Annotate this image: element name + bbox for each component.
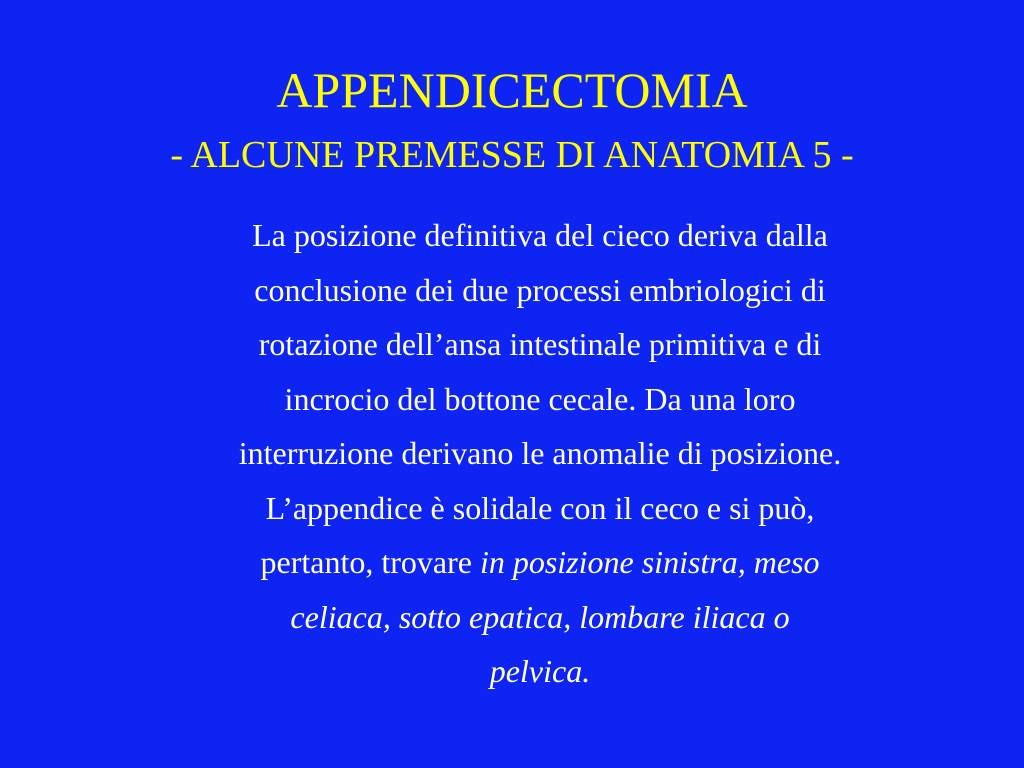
slide-title: APPENDICECTOMIA	[276, 62, 748, 118]
body-line: La posizione definitiva del cieco deriva dalla	[252, 217, 828, 253]
body-line: interruzione derivano le anomalie di posizione.	[238, 435, 842, 471]
body-line: L’appendice è solidale con il ceco e si può,	[265, 489, 815, 526]
body-line: rotazione dell’ansa intestinale primitiva e di	[258, 326, 822, 362]
slide-body	[100, 208, 980, 699]
body-line-mixed	[100, 535, 980, 590]
body-line-italic: celiaca, sotto epatica, lombare iliaca o	[290, 598, 790, 635]
body-text-normal: pertanto, trovare	[260, 544, 480, 580]
slide-subtitle: - ALCUNE PREMESSE DI ANATOMIA 5 -	[170, 134, 854, 176]
body-line: incrocio del bottone cecale. Da una loro	[284, 380, 796, 417]
body-line: conclusione dei due processi embriologici di	[254, 271, 826, 308]
body-text-italic: in posizione sinistra, meso	[479, 544, 820, 580]
body-line-italic: pelvica.	[489, 653, 591, 689]
